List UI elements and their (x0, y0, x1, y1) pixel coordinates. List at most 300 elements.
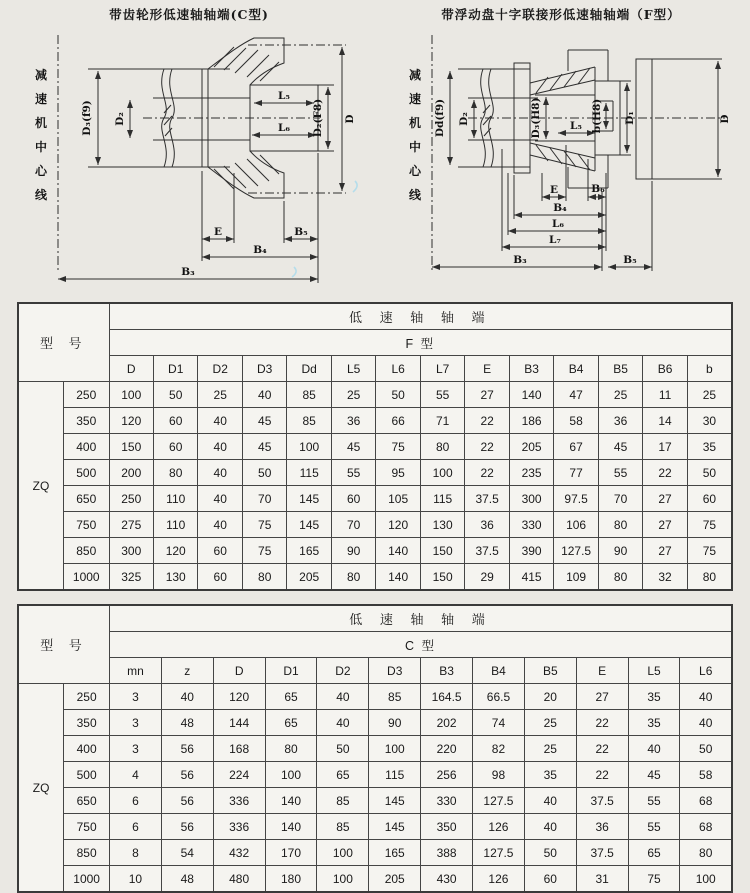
dimension-value: 140 (376, 538, 420, 564)
dim-d1: D₁ (624, 111, 636, 125)
dimension-value: 55 (420, 382, 464, 408)
dimension-value: 126 (473, 814, 525, 840)
dimension-value: 45 (242, 434, 286, 460)
dimension-value: 25 (524, 710, 576, 736)
dimension-value: 300 (509, 486, 553, 512)
dimension-value: 40 (161, 684, 213, 710)
column-header: L5 (331, 356, 375, 382)
dimension-value: 110 (153, 512, 197, 538)
figure-c (4, 6, 374, 295)
dimension-value: 40 (680, 710, 732, 736)
dimension-value: 80 (598, 512, 642, 538)
dimension-value: 56 (161, 814, 213, 840)
dim-d: D (344, 114, 356, 124)
dimension-value: 40 (198, 486, 242, 512)
dimension-value: 120 (109, 408, 153, 434)
dimension-value: 126 (473, 866, 525, 893)
column-header: D3 (369, 658, 421, 684)
dimension-value: 145 (287, 512, 331, 538)
dimension-value: 235 (509, 460, 553, 486)
dim-d2f8: D₂(F8) (312, 98, 324, 138)
reducer-centerline-text (34, 67, 48, 202)
dim-b3: B₃ (513, 254, 527, 266)
dimension-value: 250 (109, 486, 153, 512)
svg-text:心: 心 (409, 164, 422, 178)
dimension-value: 17 (643, 434, 687, 460)
dim-e: E (549, 184, 559, 196)
dimension-value: 109 (554, 564, 598, 591)
dimension-value: 22 (576, 710, 628, 736)
dimension-value: 29 (465, 564, 509, 591)
column-header: L7 (420, 356, 464, 382)
model-header: 型 号 (18, 303, 109, 382)
table-row (18, 408, 732, 434)
dimension-value: 100 (317, 840, 369, 866)
dim-b3: B₃ (181, 266, 195, 278)
dimension-value: 205 (287, 564, 331, 591)
dimension-value: 31 (576, 866, 628, 893)
dimension-value: 120 (213, 684, 265, 710)
header-row-columns (18, 356, 732, 382)
dimension-value: 140 (509, 382, 553, 408)
dimension-value: 75 (242, 538, 286, 564)
dimension-value: 8 (110, 840, 162, 866)
dimension-value: 100 (420, 460, 464, 486)
dimension-value: 67 (554, 434, 598, 460)
dimension-value: 68 (680, 814, 732, 840)
dimension-value: 432 (213, 840, 265, 866)
dim-b4: B₄ (253, 244, 267, 256)
dimension-value: 85 (287, 382, 331, 408)
dimension-value: 224 (213, 762, 265, 788)
dimension-value: 115 (420, 486, 464, 512)
dimension-value: 50 (680, 736, 732, 762)
table-row (18, 382, 732, 408)
dimension-value: 85 (287, 408, 331, 434)
dimension-value: 186 (509, 408, 553, 434)
dimension-value: 66.5 (473, 684, 525, 710)
column-header: B4 (473, 658, 525, 684)
dimension-value: 144 (213, 710, 265, 736)
dimension-value: 50 (317, 736, 369, 762)
column-header: E (465, 356, 509, 382)
model-size: 1000 (64, 564, 110, 591)
dim-dd: Dd(f9) (434, 98, 446, 138)
c-type-table (17, 604, 733, 893)
dimension-value: 80 (598, 564, 642, 591)
dimension-value: 50 (687, 460, 732, 486)
dimension-value: 36 (465, 512, 509, 538)
model-code: ZQ (18, 382, 64, 591)
dimension-value: 65 (317, 762, 369, 788)
dimension-value: 180 (265, 866, 317, 893)
table-row (18, 710, 732, 736)
dimension-value: 11 (643, 382, 687, 408)
dimension-value: 47 (554, 382, 598, 408)
dimension-value: 40 (628, 736, 680, 762)
column-header: D3 (242, 356, 286, 382)
dimension-value: 56 (161, 762, 213, 788)
model-size: 500 (64, 460, 110, 486)
dimension-value: 202 (421, 710, 473, 736)
column-header: B6 (643, 356, 687, 382)
dimension-value: 165 (369, 840, 421, 866)
dimension-value: 330 (509, 512, 553, 538)
f-type-table (17, 302, 733, 591)
dimension-value: 45 (242, 408, 286, 434)
dimension-value: 80 (680, 840, 732, 866)
dimension-value: 6 (110, 788, 162, 814)
figure-c-title: 带齿轮形低速轴轴端(C型) (109, 7, 269, 22)
dimension-value: 127.5 (473, 840, 525, 866)
column-header: B5 (598, 356, 642, 382)
dimension-value: 70 (598, 486, 642, 512)
dimension-value: 27 (643, 538, 687, 564)
dimension-value: 58 (554, 408, 598, 434)
dimension-value: 220 (421, 736, 473, 762)
svg-text:心: 心 (35, 164, 48, 178)
model-size: 500 (64, 762, 110, 788)
dim-b5: B₅ (623, 254, 637, 266)
dimension-value: 145 (287, 486, 331, 512)
dimension-value: 40 (198, 434, 242, 460)
dimension-value: 65 (265, 684, 317, 710)
table-row (18, 684, 732, 710)
model-size: 850 (64, 538, 110, 564)
dimension-value: 60 (153, 408, 197, 434)
dimension-value: 164.5 (421, 684, 473, 710)
dimension-value: 80 (242, 564, 286, 591)
dimension-value: 85 (317, 814, 369, 840)
dimension-value: 40 (524, 788, 576, 814)
dimension-value: 80 (420, 434, 464, 460)
table-row (18, 460, 732, 486)
table-row (18, 814, 732, 840)
dimension-value: 75 (376, 434, 420, 460)
dimension-value: 80 (687, 564, 732, 591)
dimension-value: 40 (680, 684, 732, 710)
dimension-value: 130 (153, 564, 197, 591)
figure-f-title: 带浮动盘十字联接形低速轴轴端（F型） (441, 7, 681, 22)
dimension-value: 480 (213, 866, 265, 893)
model-size: 750 (64, 512, 110, 538)
column-header: L6 (376, 356, 420, 382)
dimension-value: 98 (473, 762, 525, 788)
dimension-value: 37.5 (465, 486, 509, 512)
dimension-value: 27 (643, 486, 687, 512)
dimension-value: 100 (265, 762, 317, 788)
dim-e: E (213, 226, 223, 238)
dimension-value: 40 (198, 408, 242, 434)
table-row (18, 762, 732, 788)
dimension-value: 275 (109, 512, 153, 538)
dim-l5: L₅ (570, 120, 582, 132)
header-row-group (18, 605, 732, 632)
model-size: 400 (64, 434, 110, 460)
dimension-value: 56 (161, 788, 213, 814)
svg-text:减: 减 (35, 68, 48, 82)
dimension-value: 74 (473, 710, 525, 736)
dimension-value: 22 (465, 408, 509, 434)
model-size: 250 (64, 382, 110, 408)
table-row (18, 512, 732, 538)
dim-d3: D₃(f9) (81, 100, 93, 136)
dimension-value: 256 (421, 762, 473, 788)
model-size: 1000 (64, 866, 110, 893)
dimension-value: 35 (687, 434, 732, 460)
dim-d2: D₂ (114, 112, 126, 126)
table-row (18, 736, 732, 762)
table-row (18, 840, 732, 866)
dimension-value: 127.5 (554, 538, 598, 564)
dimension-value: 336 (213, 788, 265, 814)
dimension-value: 58 (680, 762, 732, 788)
dimension-value: 350 (421, 814, 473, 840)
dimensions (58, 47, 356, 279)
dimension-value: 100 (680, 866, 732, 893)
dimension-value: 60 (153, 434, 197, 460)
svg-text:速: 速 (35, 92, 48, 106)
dimension-value: 430 (421, 866, 473, 893)
dimension-value: 37.5 (465, 538, 509, 564)
dimension-value: 27 (643, 512, 687, 538)
dimension-value: 40 (242, 382, 286, 408)
dimension-value: 110 (153, 486, 197, 512)
table-row (18, 538, 732, 564)
dimension-value: 35 (628, 710, 680, 736)
dimension-value: 36 (331, 408, 375, 434)
dimension-value: 32 (643, 564, 687, 591)
dimension-value: 75 (242, 512, 286, 538)
dimension-value: 170 (265, 840, 317, 866)
dimension-value: 65 (265, 710, 317, 736)
column-header: D1 (265, 658, 317, 684)
dimension-value: 390 (509, 538, 553, 564)
dim-b6: B₆ (591, 183, 605, 195)
reducer-centerline-text (408, 67, 422, 202)
dimension-value: 40 (317, 710, 369, 736)
dimension-value: 55 (331, 460, 375, 486)
dimension-value: 20 (524, 684, 576, 710)
dimension-value: 85 (317, 788, 369, 814)
dimension-value: 336 (213, 814, 265, 840)
dimension-value: 25 (687, 382, 732, 408)
svg-text:中: 中 (35, 140, 48, 154)
dimension-value: 150 (420, 538, 464, 564)
dimension-value: 37.5 (576, 788, 628, 814)
dimension-value: 145 (369, 788, 421, 814)
model-size: 850 (64, 840, 110, 866)
dimension-value: 4 (110, 762, 162, 788)
dimension-value: 25 (598, 382, 642, 408)
dimension-value: 3 (110, 736, 162, 762)
column-header: D (213, 658, 265, 684)
dimension-value: 90 (331, 538, 375, 564)
model-size: 750 (64, 814, 110, 840)
column-header: B5 (524, 658, 576, 684)
dimension-value: 68 (680, 788, 732, 814)
dimension-value: 50 (376, 382, 420, 408)
dimension-value: 75 (628, 866, 680, 893)
dimension-value: 60 (198, 538, 242, 564)
dimension-value: 330 (421, 788, 473, 814)
dimension-value: 82 (473, 736, 525, 762)
dimension-value: 100 (287, 434, 331, 460)
dimension-value: 115 (287, 460, 331, 486)
dimension-value: 120 (376, 512, 420, 538)
dimension-value: 66 (376, 408, 420, 434)
dim-l6: L₆ (552, 218, 564, 230)
dimension-value: 40 (198, 512, 242, 538)
dimension-value: 55 (628, 814, 680, 840)
dimension-value: 3 (110, 684, 162, 710)
dimension-value: 140 (376, 564, 420, 591)
dimension-value: 65 (628, 840, 680, 866)
column-header: D2 (198, 356, 242, 382)
dimension-value: 22 (576, 762, 628, 788)
model-size: 350 (64, 408, 110, 434)
shaft-outline (458, 50, 652, 188)
svg-text:速: 速 (409, 92, 422, 106)
column-header: E (576, 658, 628, 684)
table-row (18, 486, 732, 512)
dimension-value: 10 (110, 866, 162, 893)
dimension-value: 45 (331, 434, 375, 460)
dimension-value: 105 (376, 486, 420, 512)
diagram-section (0, 0, 750, 295)
model-size: 250 (64, 684, 110, 710)
dimension-value: 388 (421, 840, 473, 866)
dimension-value: 140 (265, 814, 317, 840)
dim-l6: L₆ (278, 122, 290, 134)
type-header: C 型 (110, 632, 733, 658)
dimension-value: 56 (161, 736, 213, 762)
dimension-value: 95 (376, 460, 420, 486)
column-header: z (161, 658, 213, 684)
dimension-value: 54 (161, 840, 213, 866)
model-header: 型 号 (18, 605, 110, 684)
column-header: L5 (628, 658, 680, 684)
dimensions (432, 61, 731, 267)
dim-bh8: b(H8) (591, 98, 603, 134)
dimension-value: 200 (109, 460, 153, 486)
dimension-value: 37.5 (576, 840, 628, 866)
column-header: B3 (509, 356, 553, 382)
header-row-columns (18, 658, 732, 684)
dimension-value: 36 (598, 408, 642, 434)
model-size: 650 (64, 788, 110, 814)
dimension-value: 120 (153, 538, 197, 564)
dimension-value: 75 (687, 538, 732, 564)
dimension-value: 55 (598, 460, 642, 486)
dimension-value: 100 (317, 866, 369, 893)
dimension-value: 48 (161, 710, 213, 736)
model-size: 650 (64, 486, 110, 512)
dimension-value: 25 (331, 382, 375, 408)
dimension-value: 127.5 (473, 788, 525, 814)
column-header: D2 (317, 658, 369, 684)
dimension-value: 6 (110, 814, 162, 840)
dimension-value: 55 (628, 788, 680, 814)
dim-d2: D₂ (458, 112, 470, 126)
dim-b4: B₄ (553, 202, 567, 214)
dimension-value: 140 (265, 788, 317, 814)
header-row-type (18, 330, 732, 356)
svg-text:减: 减 (409, 68, 422, 82)
dimension-value: 100 (369, 736, 421, 762)
dimension-value: 60 (331, 486, 375, 512)
column-header: L6 (680, 658, 732, 684)
figure-f (376, 6, 746, 295)
dimension-value: 415 (509, 564, 553, 591)
dimension-value: 22 (465, 434, 509, 460)
table-row (18, 788, 732, 814)
dimension-value: 205 (509, 434, 553, 460)
table-row (18, 564, 732, 591)
column-header: B3 (421, 658, 473, 684)
dimension-value: 40 (317, 684, 369, 710)
dimension-value: 70 (242, 486, 286, 512)
svg-text:机: 机 (35, 116, 48, 130)
dimension-value: 145 (369, 814, 421, 840)
column-header: mn (110, 658, 162, 684)
dimension-value: 60 (687, 486, 732, 512)
group-header: 低 速 轴 轴 端 (110, 605, 733, 632)
table-row (18, 866, 732, 893)
dimension-value: 50 (153, 382, 197, 408)
column-header: Dd (287, 356, 331, 382)
dimension-value: 40 (524, 814, 576, 840)
dimension-value: 22 (465, 460, 509, 486)
type-header: F 型 (109, 330, 732, 356)
column-header: D1 (153, 356, 197, 382)
dim-l7: L₇ (549, 234, 561, 246)
dimension-value: 77 (554, 460, 598, 486)
header-row-group (18, 303, 732, 330)
dim-d3h8: D₃(H8) (530, 97, 542, 139)
dimension-value: 3 (110, 710, 162, 736)
dimension-value: 80 (265, 736, 317, 762)
dimension-value: 97.5 (554, 486, 598, 512)
dimension-value: 150 (109, 434, 153, 460)
dimension-value: 36 (576, 814, 628, 840)
dimension-value: 106 (554, 512, 598, 538)
dimension-value: 130 (420, 512, 464, 538)
dimension-value: 25 (524, 736, 576, 762)
dimension-value: 25 (198, 382, 242, 408)
dimension-value: 300 (109, 538, 153, 564)
dimension-value: 40 (198, 460, 242, 486)
svg-text:线: 线 (35, 188, 48, 202)
table-row (18, 434, 732, 460)
dimension-value: 80 (331, 564, 375, 591)
extension-lines (502, 59, 722, 271)
header-row-type (18, 632, 732, 658)
column-header: D (109, 356, 153, 382)
dimension-value: 325 (109, 564, 153, 591)
group-header: 低 速 轴 轴 端 (109, 303, 732, 330)
dimension-value: 85 (369, 684, 421, 710)
dim-b5: B₅ (294, 226, 308, 238)
svg-text:中: 中 (409, 140, 422, 154)
svg-text:机: 机 (409, 116, 422, 130)
dimension-value: 45 (628, 762, 680, 788)
dimension-value: 27 (465, 382, 509, 408)
dimension-value: 70 (331, 512, 375, 538)
dimension-value: 35 (628, 684, 680, 710)
dimension-value: 45 (598, 434, 642, 460)
dimension-value: 27 (576, 684, 628, 710)
